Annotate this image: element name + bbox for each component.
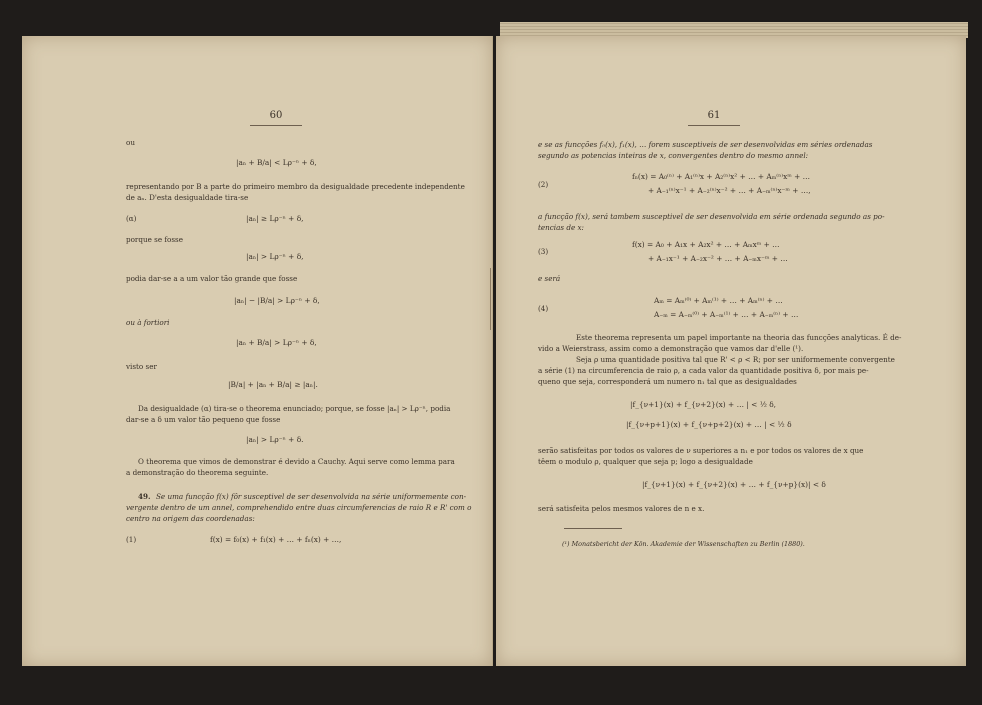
- text-line: queno que seja, corresponderá um numero n₁ tal que as desigualdades: [538, 377, 797, 386]
- footnote: (¹) Monatsbericht der Kön. Akademie der Wissenschaften zu Berlin (1880).: [562, 540, 805, 548]
- theorem-line: Se uma funcção f(x) fôr susceptivel de ser desenvolvida na série uniformemente con-: [156, 492, 467, 501]
- text-line: a série (1) na circumferencia de raio ρ, a cada valor da quantidade positiva δ, por mais pe-: [538, 366, 869, 375]
- equation: |f_{ν+p+1}(x) + f_{ν+p+2}(x) + … | < ½ δ: [626, 420, 792, 429]
- text-line: ou: [126, 138, 135, 147]
- equation: f(x) = A₀ + A₁x + A₂x² + … + Aₘxᵐ + …: [632, 240, 780, 249]
- page-number: 61: [707, 110, 721, 121]
- page-number-rule: [688, 125, 740, 126]
- equation: f(x) = f₀(x) + f₁(x) + … + fₙ(x) + …,: [210, 535, 342, 544]
- section-number: 49.: [138, 492, 151, 501]
- equation: |aₙ + B/a| < Lρ⁻ⁿ + δ,: [236, 158, 317, 167]
- text-line: Seja ρ uma quantidade positiva tal que R' < ρ < R; por ser uniformemente convergente: [576, 355, 895, 364]
- page-number-rule: [250, 125, 302, 126]
- text-line: tencias de x:: [538, 223, 584, 232]
- equation: fₙ(x) = A₀⁽ⁿ⁾ + A₁⁽ⁿ⁾x + A₂⁽ⁿ⁾x² + … + Aₘ⁽ⁿ⁾xᵐ + …: [632, 172, 811, 181]
- text-line: visto ser: [126, 362, 157, 371]
- equation-label: (4): [538, 304, 549, 313]
- footnote-rule: [564, 528, 622, 529]
- equation: |aₙ| − |B/a| > Lρ⁻ⁿ + δ,: [234, 296, 320, 305]
- equation: |aₙ + B/a| > Lρ⁻ⁿ + δ,: [236, 338, 317, 347]
- text-line: podia dar-se a a um valor tão grande que fosse: [126, 274, 298, 283]
- left-page: [22, 36, 493, 666]
- equation: |f_{ν+1}(x) + f_{ν+2}(x) + … | < ½ δ,: [630, 400, 777, 409]
- text-line: Este theorema representa um papel importante na theoria das funcções analyticas. É de-: [576, 333, 902, 342]
- equation: + A₋₁⁽ⁿ⁾x⁻¹ + A₋₂⁽ⁿ⁾x⁻² + … + A₋ₘ⁽ⁿ⁾x⁻ᵐ + …,: [648, 186, 811, 195]
- equation: |f_{ν+1}(x) + f_{ν+2}(x) + … + f_{ν+p}(x)| < δ: [642, 480, 826, 489]
- text-line: e se as funcções f₀(x), f₁(x), … forem susceptiveis de ser desenvolvidas em séries ordenadas: [538, 140, 873, 149]
- text-line: dar-se a δ um valor tão pequeno que fosse: [126, 415, 281, 424]
- theorem-line: centro na origem das coordenadas:: [126, 514, 255, 523]
- text-line: a demonstração do theorema seguinte.: [126, 468, 269, 477]
- equation: A₋ₘ = A₋ₘ⁽⁰⁾ + A₋ₘ⁽¹⁾ + … + A₋ₘ⁽ⁿ⁾ + …: [654, 310, 799, 319]
- text-line: será satisfeita pelos mesmos valores de n e x.: [538, 504, 705, 513]
- text-line: e será: [538, 274, 561, 283]
- text-line: serão satisfeitas por todos os valores de ν superiores a n₁ e por todos os valores de x que: [538, 446, 864, 455]
- equation: + A₋₁x⁻¹ + A₋₂x⁻² + … + A₋ₘx⁻ᵐ + …: [648, 254, 788, 263]
- right-page: [496, 36, 966, 666]
- text-line: segundo as potencias inteiras de x, convergentes dentro do mesmo annel:: [538, 151, 809, 160]
- text-line: de aₙ. D'esta desigualdade tira-se: [126, 193, 249, 202]
- text-line: vido a Weierstrass, assim como a demonstração que vamos dar d'elle (¹).: [538, 344, 804, 353]
- theorem-line: vergente dentro de um annel, comprehendido entre duas circumferencias de raio R e R' com o: [126, 503, 472, 512]
- equation-label: (α): [126, 214, 137, 223]
- equation-label: (1): [126, 535, 137, 544]
- text-line: O theorema que vimos de demonstrar é devido a Cauchy. Aqui serve como lemma para: [138, 457, 455, 466]
- equation: |aₙ| ≥ Lρ⁻ⁿ + δ,: [246, 214, 304, 223]
- page-number: 60: [269, 110, 283, 121]
- equation-label: (3): [538, 247, 549, 256]
- text-line: têem o modulo ρ, qualquer que seja p; logo a desigualdade: [538, 457, 753, 466]
- equation: Aₘ = Aₘ⁽⁰⁾ + Aₘ⁽¹⁾ + … + Aₘ⁽ⁿ⁾ + …: [654, 296, 783, 305]
- text-line: a funcção f(x), será tambem susceptivel de ser desenvolvida em série ordenada segundo as po-: [538, 212, 885, 221]
- equation: |aₙ| > Lρ⁻ⁿ + δ,: [246, 252, 304, 261]
- text-line: porque se fosse: [126, 235, 183, 244]
- equation: |aₙ| > Lρ⁻ⁿ + δ.: [246, 435, 304, 444]
- equation-label: (2): [538, 180, 549, 189]
- text-line: Da desigualdade (α) tira-se o theorema enunciado; porque, se fosse |aₙ| > Lρ⁻ⁿ, podia: [138, 404, 451, 413]
- text-line: representando por B a parte do primeiro membro da desigualdade precedente independente: [126, 182, 465, 191]
- equation: |B/a| + |aₙ + B/a| ≥ |aₙ|.: [228, 380, 318, 389]
- text-line: ou à fortiori: [126, 318, 170, 327]
